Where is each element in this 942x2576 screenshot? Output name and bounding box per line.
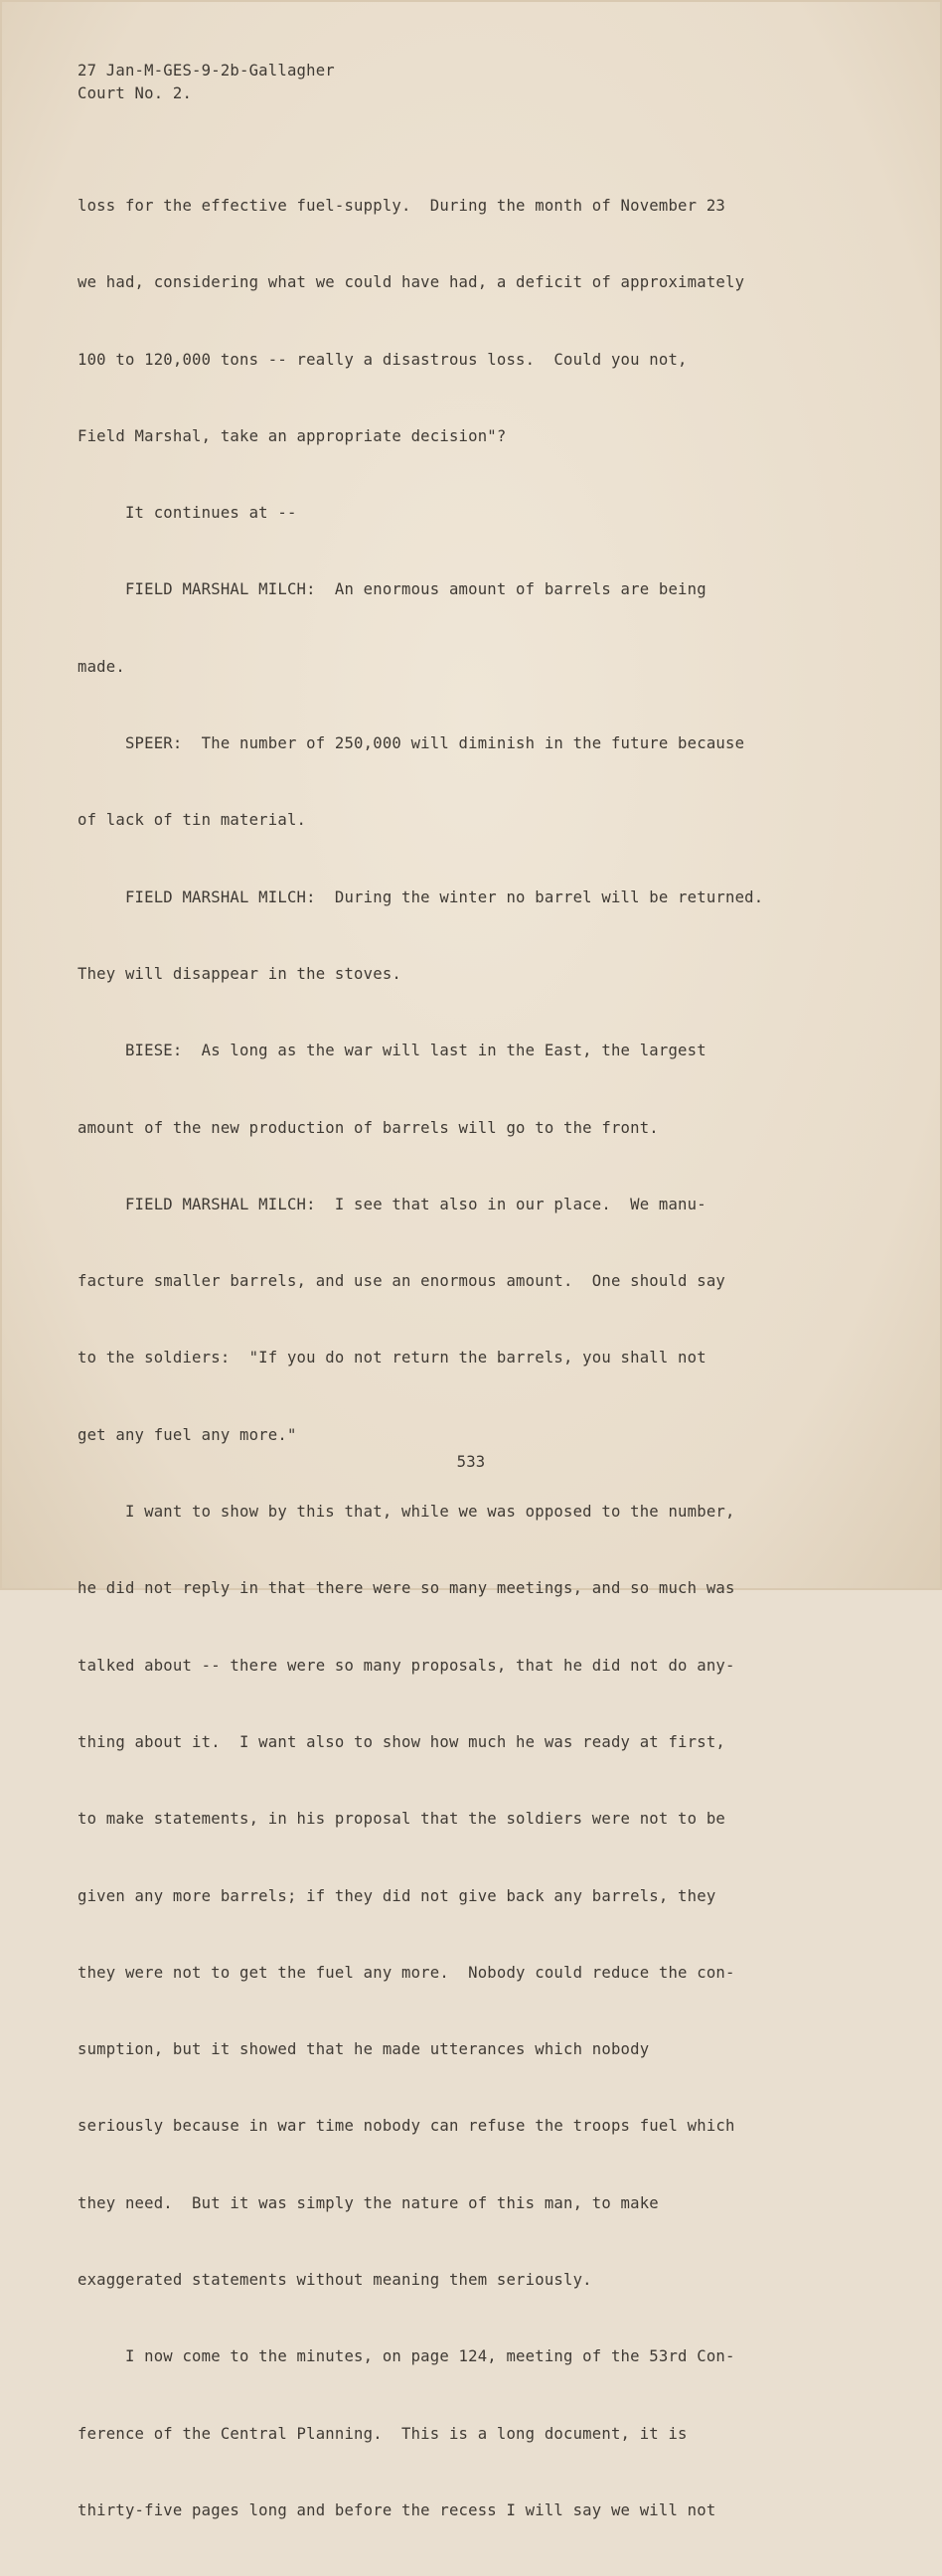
text-line: to make statements, in his proposal that the soldiers were not to be (78, 1810, 725, 1829)
header-reference: 27 Jan-M-GES-9-2b-Gallagher (78, 62, 335, 80)
text-line: of lack of tin material. (78, 811, 307, 830)
text-line: talked about -- there were so many proposals, that he did not do any- (78, 1656, 735, 1675)
text-line: They will disappear in the stoves. (78, 964, 401, 983)
text-line: sumption, but it showed that he made utterances which nobody (78, 2040, 650, 2059)
text-line: thirty-five pages long and before the recess I will say we will not (78, 2500, 716, 2519)
text-line: to the soldiers: "If you do not return the barrels, you shall not (78, 1349, 706, 1368)
text-line: I now come to the minutes, on page 124, meeting of the 53rd Con- (78, 2347, 735, 2366)
text-line: facture smaller barrels, and use an enormous amount. One should say (78, 1272, 725, 1291)
text-line: we had, considering what we could have had, a deficit of approximately (78, 273, 745, 292)
text-line: given any more barrels; if they did not give back any barrels, they (78, 1886, 716, 1905)
text-line: exaggerated statements without meaning them seriously. (78, 2271, 592, 2290)
text-line: FIELD MARSHAL MILCH: I see that also in our place. We manu- (78, 1195, 706, 1213)
text-line: SPEER: The number of 250,000 will diminish in the future because (78, 734, 745, 753)
text-line: seriously because in war time nobody can refuse the troops fuel which (78, 2117, 735, 2136)
text-line: thing about it. I want also to show how much he was ready at first, (78, 1732, 725, 1751)
text-line: Field Marshal, take an appropriate decision"? (78, 426, 507, 445)
text-line: they were not to get the fuel any more. Nobody could reduce the con- (78, 1963, 735, 1982)
text-line: 100 to 120,000 tons -- really a disastrous loss. Could you not, (78, 350, 688, 369)
page-number: 533 (456, 1453, 486, 1471)
text-line: FIELD MARSHAL MILCH: During the winter no barrel will be returned. (78, 887, 764, 906)
header-court: Court No. 2. (78, 84, 193, 102)
text-line: FIELD MARSHAL MILCH: An enormous amount of barrels are being (78, 580, 706, 599)
text-line: made. (78, 657, 125, 676)
document-header (78, 60, 335, 105)
text-line: I want to show by this that, while we was opposed to the number, (78, 1503, 735, 1522)
transcript-body (78, 159, 833, 2576)
text-line: they need. But it was simply the nature of this man, to make (78, 2193, 659, 2212)
text-line: amount of the new production of barrels will go to the front. (78, 1118, 659, 1137)
text-line: It continues at -- (78, 504, 297, 523)
text-line: ference of the Central Planning. This is a long document, it is (78, 2424, 688, 2443)
text-line: he did not reply in that there were so many meetings, and so much was (78, 1579, 735, 1598)
text-line: get any fuel any more." (78, 1425, 297, 1444)
text-line: BIESE: As long as the war will last in the East, the largest (78, 1042, 706, 1060)
text-line: loss for the effective fuel-supply. During the month of November 23 (78, 197, 725, 215)
